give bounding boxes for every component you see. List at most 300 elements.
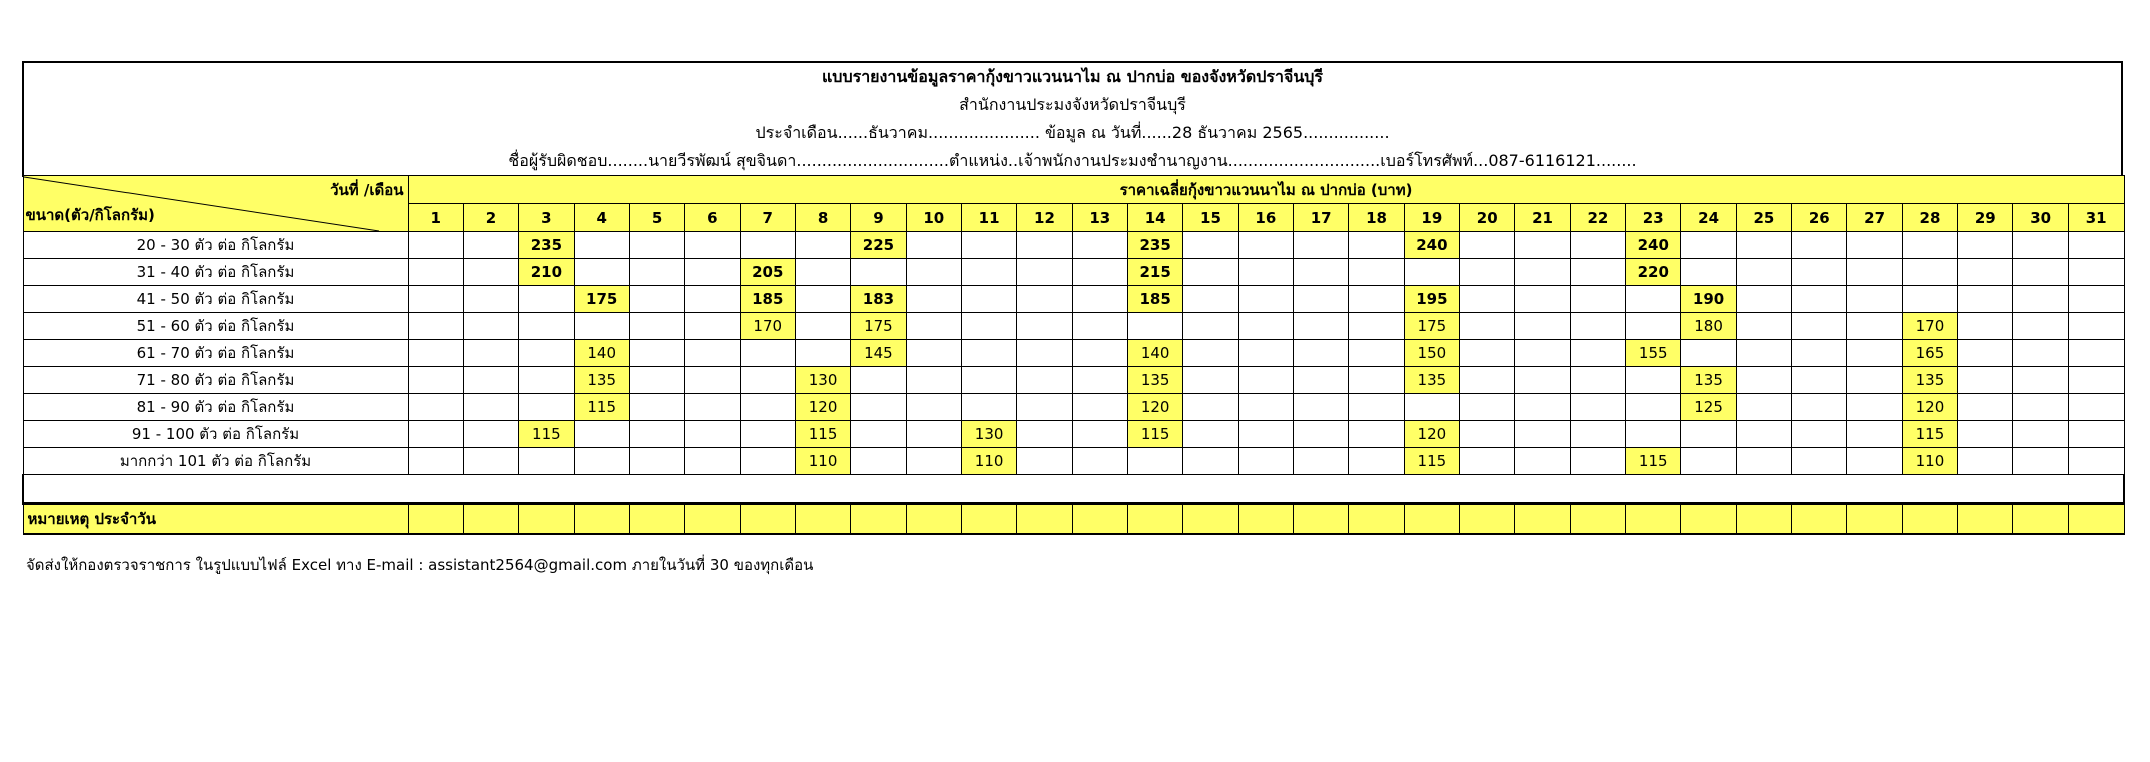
empty-cell [1570,394,1625,421]
empty-cell [519,340,574,367]
day-header: 3 [519,204,574,232]
empty-cell [463,448,518,475]
price-cell: 220 [1626,259,1681,286]
note-cell[interactable] [1183,504,1238,534]
price-cell: 170 [740,313,795,340]
note-cell[interactable] [574,504,629,534]
empty-cell [1958,286,2013,313]
price-cell: 115 [1902,421,1957,448]
empty-cell [1017,232,1072,259]
empty-cell [1792,367,1847,394]
empty-cell [1460,340,1515,367]
day-header: 27 [1847,204,1902,232]
day-header: 11 [961,204,1016,232]
footer-note: จัดส่งให้กองตรวจราชการ ในรูปแบบไฟล์ Excel ทาง E-mail : assistant2564@gmail.com ภายในวันที่ 30 ของทุกเดือน [26,556,814,574]
empty-cell [1072,259,1127,286]
empty-cell [1460,286,1515,313]
empty-cell [1349,232,1404,259]
empty-cell [2013,367,2068,394]
day-header: 30 [2013,204,2068,232]
empty-cell [795,259,850,286]
empty-cell [629,394,684,421]
empty-cell [2068,367,2124,394]
note-cell[interactable] [463,504,518,534]
empty-cell [1736,259,1791,286]
empty-cell [1349,448,1404,475]
empty-cell [629,367,684,394]
empty-cell [1072,448,1127,475]
empty-cell [1460,313,1515,340]
price-cell: 115 [1404,448,1459,475]
empty-cell [1294,259,1349,286]
empty-cell [2068,448,2124,475]
empty-cell [1238,313,1293,340]
empty-cell [906,448,961,475]
note-cell[interactable] [1515,504,1570,534]
empty-cell [1183,259,1238,286]
spacer-cell [23,475,2124,504]
day-header: 24 [1681,204,1736,232]
empty-cell [906,394,961,421]
empty-cell [1792,313,1847,340]
note-cell[interactable] [740,504,795,534]
empty-cell [851,394,906,421]
day-header: 10 [906,204,961,232]
empty-cell [740,448,795,475]
price-cell: 135 [574,367,629,394]
price-cell: 120 [795,394,850,421]
empty-cell [1570,313,1625,340]
table-row [23,367,2124,394]
empty-cell [408,232,463,259]
table-row [23,232,2124,259]
empty-cell [1736,421,1791,448]
empty-cell [1626,421,1681,448]
empty-cell [1238,394,1293,421]
empty-cell [795,232,850,259]
empty-cell [408,421,463,448]
report-header [22,61,2123,177]
price-cell: 115 [1626,448,1681,475]
empty-cell [1515,259,1570,286]
empty-cell [1958,448,2013,475]
empty-cell [1017,367,1072,394]
empty-cell [1515,313,1570,340]
empty-cell [906,259,961,286]
empty-cell [574,232,629,259]
daily-note-label: หมายเหตุ ประจำวัน [23,504,408,534]
price-group-header: ราคาเฉลี่ยกุ้งขาวแวนนาไม ณ ปากบ่อ (บาท) [408,176,2124,204]
price-cell: 110 [795,448,850,475]
empty-cell [1847,232,1902,259]
note-cell[interactable] [1792,504,1847,534]
day-header: 22 [1570,204,1625,232]
day-header: 2 [463,204,518,232]
empty-cell [2068,421,2124,448]
empty-cell [1736,394,1791,421]
empty-cell [1183,367,1238,394]
note-cell[interactable] [1626,504,1681,534]
empty-cell [1515,367,1570,394]
empty-cell [1626,286,1681,313]
note-cell[interactable] [961,504,1016,534]
day-header: 12 [1017,204,1072,232]
day-header: 20 [1460,204,1515,232]
empty-cell [1183,448,1238,475]
empty-cell [1017,259,1072,286]
empty-cell [1570,340,1625,367]
price-cell: 140 [1127,340,1182,367]
empty-cell [1736,232,1791,259]
empty-cell [629,232,684,259]
empty-cell [1515,448,1570,475]
empty-cell [463,313,518,340]
day-header: 29 [1958,204,2013,232]
empty-cell [2013,232,2068,259]
empty-cell [2068,394,2124,421]
note-cell[interactable] [906,504,961,534]
empty-cell [463,286,518,313]
price-cell: 140 [574,340,629,367]
note-cell[interactable] [685,504,740,534]
empty-cell [685,259,740,286]
empty-cell [1958,313,2013,340]
empty-cell [1460,259,1515,286]
empty-cell [1127,313,1182,340]
table-row [23,421,2124,448]
note-cell[interactable] [1404,504,1459,534]
empty-cell [1183,313,1238,340]
note-cell[interactable] [1460,504,1515,534]
report-title: แบบรายงานข้อมูลราคากุ้งขาวแวนนาไม ณ ปากบ่อ ของจังหวัดปราจีนบุรี [821,67,1324,86]
empty-cell [740,394,795,421]
empty-cell [961,232,1016,259]
empty-cell [1294,448,1349,475]
empty-cell [685,448,740,475]
empty-cell [1681,340,1736,367]
note-cell[interactable] [1902,504,1957,534]
note-cell[interactable] [1736,504,1791,534]
size-range-label: มากกว่า 101 ตัว ต่อ กิโลกรัม [23,448,408,475]
empty-cell [408,313,463,340]
note-cell[interactable] [408,504,463,534]
day-header: 4 [574,204,629,232]
empty-cell [1460,394,1515,421]
empty-cell [1792,394,1847,421]
day-header: 13 [1072,204,1127,232]
empty-cell [1072,313,1127,340]
empty-cell [795,286,850,313]
empty-cell [1349,367,1404,394]
empty-cell [2068,232,2124,259]
size-range-label: 51 - 60 ตัว ต่อ กิโลกรัม [23,313,408,340]
empty-cell [1072,232,1127,259]
empty-cell [906,421,961,448]
price-cell: 125 [1681,394,1736,421]
empty-cell [1404,259,1459,286]
empty-cell [1570,448,1625,475]
empty-cell [961,340,1016,367]
empty-cell [2013,340,2068,367]
day-header: 8 [795,204,850,232]
table-row [23,313,2124,340]
empty-cell [1847,313,1902,340]
price-cell: 185 [740,286,795,313]
size-range-label: 61 - 70 ตัว ต่อ กิโลกรัม [23,340,408,367]
empty-cell [1515,421,1570,448]
note-cell[interactable] [1238,504,1293,534]
empty-cell [1349,421,1404,448]
empty-cell [1017,286,1072,313]
empty-cell [2013,286,2068,313]
day-header: 15 [1183,204,1238,232]
empty-cell [1017,340,1072,367]
empty-cell [740,340,795,367]
day-header: 18 [1349,204,1404,232]
empty-cell [574,313,629,340]
price-cell: 180 [1681,313,1736,340]
empty-cell [1570,367,1625,394]
note-cell[interactable] [1127,504,1182,534]
note-cell[interactable] [851,504,906,534]
note-cell[interactable] [2013,504,2068,534]
empty-cell [408,286,463,313]
empty-cell [685,232,740,259]
daily-note-row [23,504,2124,534]
day-header: 1 [408,204,463,232]
empty-cell [1294,286,1349,313]
note-cell[interactable] [1072,504,1127,534]
empty-cell [1847,448,1902,475]
empty-cell [1681,421,1736,448]
empty-cell [1570,259,1625,286]
empty-cell [629,340,684,367]
empty-cell [1349,313,1404,340]
day-header: 6 [685,204,740,232]
day-header: 14 [1127,204,1182,232]
empty-cell [2068,313,2124,340]
empty-cell [519,394,574,421]
empty-cell [906,340,961,367]
table-row [23,286,2124,313]
note-cell[interactable] [1958,504,2013,534]
empty-cell [1736,448,1791,475]
note-cell[interactable] [1294,504,1349,534]
empty-cell [740,421,795,448]
empty-cell [463,232,518,259]
day-header: 16 [1238,204,1293,232]
price-cell: 135 [1902,367,1957,394]
empty-cell [408,448,463,475]
empty-cell [1349,394,1404,421]
price-cell: 190 [1681,286,1736,313]
empty-cell [1183,421,1238,448]
note-cell[interactable] [519,504,574,534]
day-month-label: วันที่ /เดือน [330,181,404,199]
empty-cell [2013,394,2068,421]
note-cell[interactable] [629,504,684,534]
empty-cell [1017,448,1072,475]
price-cell: 145 [851,340,906,367]
note-cell[interactable] [795,504,850,534]
empty-cell [1183,340,1238,367]
empty-cell [1072,286,1127,313]
note-cell[interactable] [1681,504,1736,534]
table-row [23,340,2124,367]
note-cell[interactable] [1349,504,1404,534]
empty-cell [1349,340,1404,367]
empty-cell [2068,259,2124,286]
empty-cell [740,367,795,394]
price-cell: 150 [1404,340,1459,367]
empty-cell [1515,232,1570,259]
note-cell[interactable] [1570,504,1625,534]
empty-cell [1792,232,1847,259]
day-header: 21 [1515,204,1570,232]
empty-cell [1294,394,1349,421]
empty-cell [519,367,574,394]
empty-cell [1792,259,1847,286]
empty-cell [1072,394,1127,421]
empty-cell [629,448,684,475]
size-label: ขนาด(ตัว/กิโลกรัม) [25,206,155,224]
empty-cell [1736,313,1791,340]
empty-cell [1515,340,1570,367]
empty-cell [574,448,629,475]
empty-cell [1847,421,1902,448]
empty-cell [463,367,518,394]
price-cell: 170 [1902,313,1957,340]
empty-cell [2013,448,2068,475]
price-cell: 115 [574,394,629,421]
empty-cell [1570,232,1625,259]
price-cell: 155 [1626,340,1681,367]
empty-cell [1238,421,1293,448]
empty-cell [1072,421,1127,448]
day-header: 28 [1902,204,1957,232]
empty-cell [1349,259,1404,286]
price-cell: 240 [1404,232,1459,259]
empty-cell [1404,394,1459,421]
header-row [23,176,2124,204]
empty-cell [851,448,906,475]
price-cell: 240 [1626,232,1681,259]
empty-cell [1460,421,1515,448]
empty-cell [740,232,795,259]
table-row [23,394,2124,421]
empty-cell [1515,394,1570,421]
price-cell: 135 [1681,367,1736,394]
empty-cell [1294,313,1349,340]
spacer-row [23,475,2124,504]
price-cell: 110 [961,448,1016,475]
empty-cell [1681,259,1736,286]
empty-cell [1294,232,1349,259]
empty-cell [1238,340,1293,367]
empty-cell [1792,340,1847,367]
price-cell: 195 [1404,286,1459,313]
table-row [23,448,2124,475]
price-cell: 235 [519,232,574,259]
empty-cell [1958,232,2013,259]
empty-cell [408,340,463,367]
empty-cell [463,340,518,367]
empty-cell [851,421,906,448]
size-range-label: 91 - 100 ตัว ต่อ กิโลกรัม [23,421,408,448]
price-cell: 115 [795,421,850,448]
empty-cell [1847,367,1902,394]
price-cell: 115 [1127,421,1182,448]
price-cell: 235 [1127,232,1182,259]
price-cell: 183 [851,286,906,313]
empty-cell [2013,313,2068,340]
empty-cell [2068,286,2124,313]
empty-cell [1072,367,1127,394]
empty-cell [1127,448,1182,475]
empty-cell [629,313,684,340]
empty-cell [685,286,740,313]
empty-cell [1460,232,1515,259]
note-cell[interactable] [1017,504,1072,534]
office-name: สำนักงานประมงจังหวัดปราจีนบุรี [959,95,1186,114]
empty-cell [1681,232,1736,259]
empty-cell [851,259,906,286]
day-header: 25 [1736,204,1791,232]
price-cell: 120 [1902,394,1957,421]
price-cell: 130 [795,367,850,394]
empty-cell [1847,340,1902,367]
price-cell: 135 [1127,367,1182,394]
empty-cell [1792,421,1847,448]
empty-cell [1958,421,2013,448]
empty-cell [1681,448,1736,475]
empty-cell [685,340,740,367]
price-cell: 205 [740,259,795,286]
empty-cell [1958,394,2013,421]
empty-cell [574,259,629,286]
empty-cell [1515,286,1570,313]
empty-cell [1792,448,1847,475]
empty-cell [519,286,574,313]
size-range-label: 31 - 40 ตัว ต่อ กิโลกรัม [23,259,408,286]
empty-cell [1294,421,1349,448]
empty-cell [795,313,850,340]
price-cell: 120 [1404,421,1459,448]
empty-cell [1847,286,1902,313]
empty-cell [1736,340,1791,367]
empty-cell [1017,421,1072,448]
empty-cell [2068,340,2124,367]
day-header: 31 [2068,204,2124,232]
note-cell[interactable] [2068,504,2124,534]
empty-cell [1460,448,1515,475]
empty-cell [906,313,961,340]
empty-cell [1570,286,1625,313]
responsible-person: ชื่อผู้รับผิดชอบ........นายวีรพัฒน์ สุขจินดา..............................ตำแหน่ง..เจ้าพนักงานประมงชำนาญงาน..............................เบอร์โทรศัพท์...087-6116121........ [508,151,1637,170]
price-cell: 120 [1127,394,1182,421]
size-range-label: 20 - 30 ตัว ต่อ กิโลกรัม [23,232,408,259]
empty-cell [1626,313,1681,340]
empty-cell [408,394,463,421]
empty-cell [1183,394,1238,421]
empty-cell [1902,232,1957,259]
empty-cell [629,259,684,286]
empty-cell [961,313,1016,340]
note-cell[interactable] [1847,504,1902,534]
day-header: 7 [740,204,795,232]
empty-cell [1294,367,1349,394]
report-period: ประจำเดือน......ธันวาคม...................... ข้อมูล ณ วันที่......28 ธันวาคม 2565................. [755,123,1390,142]
